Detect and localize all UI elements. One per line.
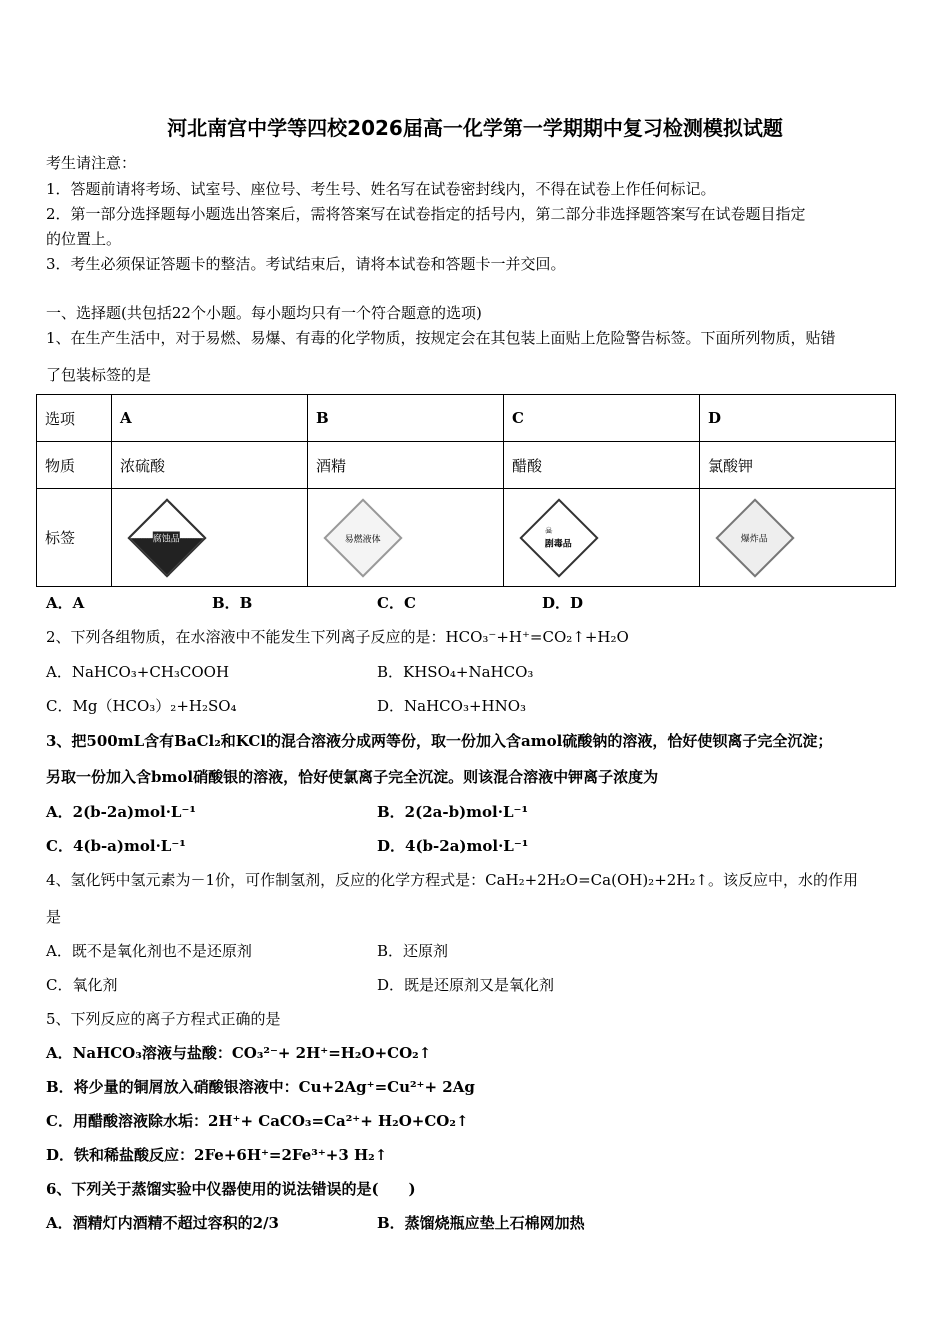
page-title: 河北南宫中学等四校2026届高一化学第一学期期中复习检测模拟试题 [167, 116, 783, 140]
notice-item: 的位置上。 [46, 230, 122, 248]
substance-cell: 氯酸钾 [700, 442, 896, 489]
q2-stem: 2、下列各组物质，在水溶液中不能发生下列离子反应的是：HCO₃⁻+H⁺=CO₂↑+H₂O [46, 628, 629, 646]
row-header: 物质 [37, 442, 112, 489]
q1-option: C．C [377, 594, 416, 612]
col-header: A [112, 395, 308, 442]
q4-option: C．氧化剂 [46, 976, 118, 994]
q5-stem: 5、下列反应的离子方程式正确的是 [46, 1010, 281, 1028]
q2-option: C．Mg（HCO₃）₂+H₂SO₄ [46, 697, 237, 715]
q3-stem: 另取一份加入含bmol硝酸银的溶液，恰好使氯离子完全沉淀。则该混合溶液中钾离子浓度为 [46, 768, 659, 786]
notice-heading: 考生请注意： [46, 154, 137, 172]
toxic-label-icon: ☠ 剧毒品 [512, 503, 606, 573]
notice-item: 1．答题前请将考场、试室号、座位号、考生号、姓名写在试卷密封线内，不得在试卷上作任何标记。 [46, 180, 716, 198]
q4-option: D．既是还原剂又是氧化剂 [377, 976, 555, 994]
q1-option: B．B [212, 594, 253, 612]
substance-cell: 醋酸 [504, 442, 700, 489]
notice-item: 3．考生必须保证答题卡的整洁。考试结束后，请将本试卷和答题卡一并交回。 [46, 255, 566, 273]
q3-option: A．2(b-2a)mol·L⁻¹ [46, 803, 196, 821]
q3-option: B．2(2a-b)mol·L⁻¹ [377, 803, 529, 821]
corrosive-label-icon: 腐蚀品 [120, 503, 214, 573]
q4-option: A．既不是氧化剂也不是还原剂 [46, 942, 252, 960]
q3-option: D．4(b-2a)mol·L⁻¹ [377, 837, 529, 855]
q5-option: A．NaHCO₃溶液与盐酸：CO₃²⁻+ 2H⁺=H₂O+CO₂↑ [46, 1044, 432, 1062]
substance-cell: 浓硫酸 [112, 442, 308, 489]
q6-option: A．酒精灯内酒精不超过容积的2/3 [46, 1214, 279, 1232]
q3-option: C．4(b-a)mol·L⁻¹ [46, 837, 186, 855]
q5-option: C．用醋酸溶液除水垢：2H⁺+ CaCO₃=Ca²⁺+ H₂O+CO₂↑ [46, 1112, 469, 1130]
substance-cell: 酒精 [308, 442, 504, 489]
col-header: B [308, 395, 504, 442]
q1-option: D．D [542, 594, 584, 612]
q6-stem: 6、下列关于蒸馏实验中仪器使用的说法错误的是( ) [46, 1180, 416, 1198]
q4-stem: 4、氢化钙中氢元素为－1价，可作制氢剂，反应的化学方程式是：CaH₂+2H₂O=Ca(OH)₂+2H₂↑。该反应中，水的作用 [46, 871, 858, 889]
q5-option: B．将少量的铜屑放入硝酸银溶液中：Cu+2Ag⁺=Cu²⁺+ 2Ag [46, 1078, 475, 1096]
q1-stem: 1、在生产生活中，对于易燃、易爆、有毒的化学物质，按规定会在其包装上面贴上危险警告标签。下面所列物质，贴错 [46, 329, 836, 347]
q1-option: A．A [46, 594, 85, 612]
q1-stem: 了包装标签的是 [46, 366, 152, 384]
row-header: 标签 [37, 489, 112, 587]
col-header: C [504, 395, 700, 442]
q2-option: B．KHSO₄+NaHCO₃ [377, 663, 534, 681]
q6-option: B．蒸馏烧瓶应垫上石棉网加热 [377, 1214, 585, 1232]
q2-option: D．NaHCO₃+HNO₃ [377, 697, 527, 715]
q1-table [36, 394, 896, 587]
section-heading: 一、选择题(共包括22个小题。每小题均只有一个符合题意的选项) [46, 304, 482, 322]
q4-option: B．还原剂 [377, 942, 449, 960]
notice-item: 2．第一部分选择题每小题选出答案后，需将答案写在试卷指定的括号内，第二部分非选择题答案写在试卷题目指定 [46, 205, 806, 223]
flammable-liquid-label-icon: 易燃液体 [316, 503, 410, 573]
q3-stem: 3、把500mL含有BaCl₂和KCl的混合溶液分成两等份，取一份加入含amol硫酸钠的溶液，恰好使钡离子完全沉淀； [46, 732, 833, 750]
q4-stem: 是 [46, 908, 62, 926]
col-header: D [700, 395, 896, 442]
q5-option: D．铁和稀盐酸反应：2Fe+6H⁺=2Fe³⁺+3 H₂↑ [46, 1146, 388, 1164]
explosive-label-icon: 爆炸品 [708, 503, 802, 573]
q2-option: A．NaHCO₃+CH₃COOH [46, 663, 230, 681]
row-header: 选项 [37, 395, 112, 442]
